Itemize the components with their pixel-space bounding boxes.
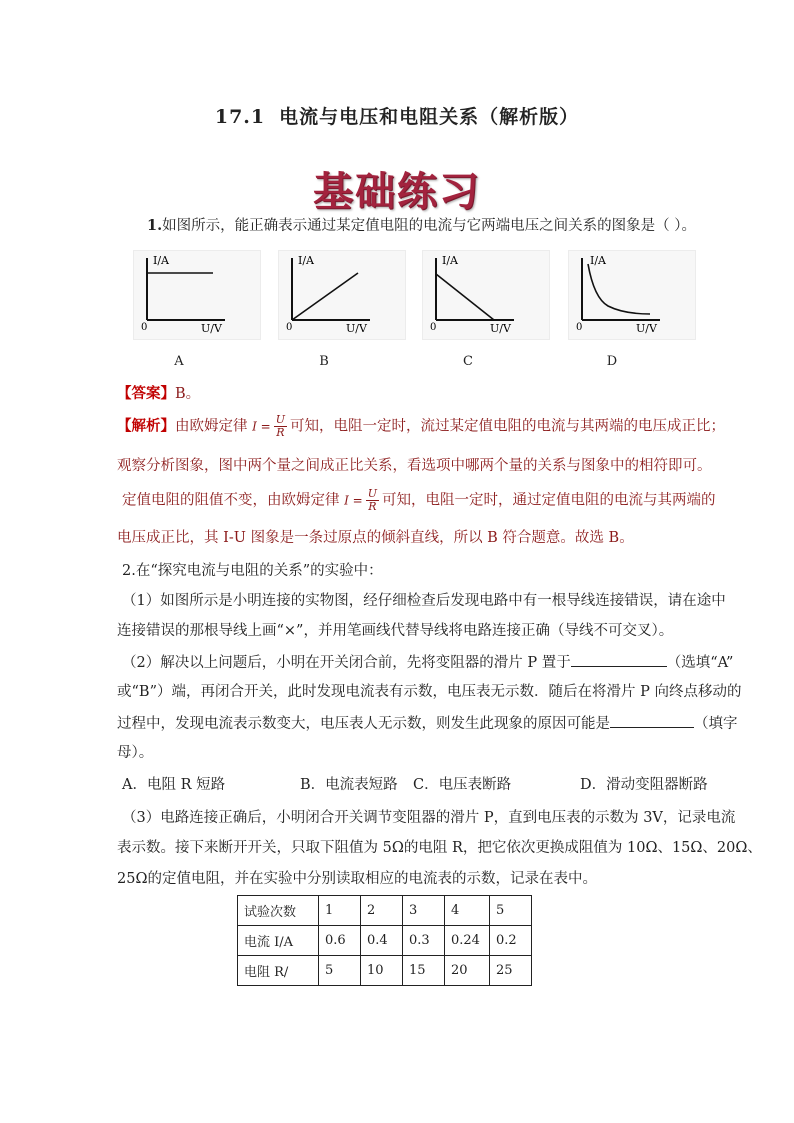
analysis-tag: 【解析】 — [117, 417, 175, 435]
q2-part3-line2: 表示数。接下来断开开关，只取下阻值为 5Ω的电阻 R，把它依次更换成阻值为 10Ω、15Ω、20Ω、 — [117, 840, 762, 856]
table-cell: 20 — [445, 956, 490, 986]
table-cell: 2 — [361, 896, 403, 926]
table-cell: 电流 I/A — [238, 926, 319, 956]
graph-c-xlabel: U/V — [490, 322, 511, 335]
table-cell: 3 — [403, 896, 445, 926]
title-text: 电流与电压和电阻关系（解析版） — [279, 106, 580, 128]
table-cell: 4 — [445, 896, 490, 926]
table-cell: 5 — [490, 896, 532, 926]
q1-analysis-line2: 观察分析图象，图中两个量之间成正比关系，看选项中哪两个量的关系与图象中的相符即可。 — [117, 458, 712, 474]
formula-fraction-2 — [366, 488, 379, 513]
graph-b-xlabel: U/V — [346, 322, 367, 335]
table-cell: 25 — [490, 956, 532, 986]
q2-part2-pre: （2）解决以上问题后，小明在开关闭合前，先将变阻器的滑片 P 置于 — [122, 655, 571, 671]
table-cell: 0.6 — [319, 926, 361, 956]
q2-part2-line3-post: （填字 — [694, 716, 738, 732]
formula-lhs-1: I = — [252, 419, 271, 434]
graph-a-ylabel: I/A — [153, 254, 169, 267]
table-cell: 15 — [403, 956, 445, 986]
q2-stem: 2.在“探究电流与电阻的关系”的实验中： — [122, 563, 383, 579]
graph-c — [422, 250, 550, 340]
graph-d-svg — [568, 250, 696, 340]
q2-part2-line1 — [122, 652, 733, 673]
q2-option-d: D．滑动变阻器断路 — [580, 777, 708, 793]
q2-part3-line3: 25Ω的定值电阻，并在实验中分别读取相应的电流表的示数，记录在表中。 — [117, 871, 597, 887]
graph-a-label: A — [174, 354, 184, 369]
q2-part1-line1: （1）如图所示是小明连接的实物图，经仔细检查后发现电路中有一根导线连接错误，请在途中 — [122, 593, 726, 609]
title-number: 17.1 — [214, 106, 266, 128]
table-cell: 0.2 — [490, 926, 532, 956]
q1-analysis-line4: 电压成正比，其 I-U 图象是一条过原点的倾斜直线，所以 B 符合题意。故选 B。 — [117, 530, 634, 546]
formula-fraction-1 — [274, 414, 287, 439]
q2-part2-line4: 母）。 — [117, 745, 154, 761]
formula-numerator-1: U — [275, 413, 285, 426]
table-cell: 试验次数 — [238, 896, 319, 926]
table-cell: 0.24 — [445, 926, 490, 956]
q2-part1-line2: 连接错误的那根导线上画“×”，并用笔画线代替导线将电路连接正确（导线不可交叉）。 — [117, 623, 674, 639]
graph-d-label: D — [606, 354, 618, 369]
graph-c-label: C — [463, 354, 473, 369]
table-cell: 0.3 — [403, 926, 445, 956]
analysis-3a: 定值电阻的阻值不变，由欧姆定律 — [122, 492, 340, 509]
q2-option-b: B．电流表短路 — [300, 777, 398, 793]
formula-numerator-2: U — [367, 487, 377, 500]
graph-b-label: B — [319, 354, 329, 369]
q2-part3-line1: （3）电路连接正确后，小明闭合开关调节变阻器的滑片 P，直到电压表的示数为 3V，记录电流 — [122, 810, 736, 826]
data-table — [237, 895, 532, 986]
section-banner: 基础练习 — [313, 169, 481, 215]
page-title — [0, 102, 794, 129]
q1-stem-text: 如图所示，能正确表示通过某定值电阻的电流与它两端电压之间关系的图象是（ ）。 — [162, 218, 696, 234]
formula-denominator-2: R — [368, 500, 377, 513]
graph-b-ylabel: I/A — [298, 254, 314, 267]
table-cell: 1 — [319, 896, 361, 926]
answer-text: B。 — [175, 386, 201, 402]
graph-a-origin: 0 — [141, 322, 148, 333]
table-row — [238, 896, 532, 926]
analysis-1b: 可知，电阻一定时，流过某定值电阻的电流与其两端的电压成正比； — [290, 418, 725, 435]
formula-denominator-1: R — [276, 426, 285, 439]
q2-part2-post: （选填“A” — [666, 655, 734, 671]
graph-a — [133, 250, 261, 340]
analysis-1a: 由欧姆定律 — [175, 418, 248, 435]
graph-d — [568, 250, 696, 340]
analysis-3b: 可知，电阻一定时，通过定值电阻的电流与其两端的 — [382, 492, 716, 509]
q1-analysis-line1 — [117, 414, 725, 439]
table-cell: 0.4 — [361, 926, 403, 956]
graph-d-origin: 0 — [576, 322, 583, 333]
table-row — [238, 926, 532, 956]
graph-a-svg — [133, 250, 261, 340]
q1-stem — [147, 216, 696, 236]
q2-part2-line3-pre: 过程中，发现电流表示数变大，电压表人无示数，则发生此现象的原因可能是 — [117, 716, 610, 732]
answer-tag: 【答案】 — [117, 385, 175, 402]
q1-answer — [117, 384, 200, 404]
q2-part2-line3 — [117, 713, 738, 734]
graph-d-xlabel: U/V — [636, 322, 657, 335]
q1-analysis-line3 — [122, 488, 716, 513]
q2-option-a: A．电阻 R 短路 — [122, 777, 226, 793]
answer-blank-1[interactable] — [571, 652, 667, 667]
q2-option-c: C．电压表断路 — [413, 777, 512, 793]
table-cell: 5 — [319, 956, 361, 986]
graph-b-svg — [278, 250, 406, 340]
q2-part2-line2: 或“B”）端，再闭合开关，此时发现电流表有示数，电压表无示数．随后在将滑片 P 向终点移动的 — [117, 684, 742, 700]
table-cell: 10 — [361, 956, 403, 986]
graph-c-svg — [422, 250, 550, 340]
q1-number: 1. — [147, 217, 163, 234]
graph-a-xlabel: U/V — [201, 322, 222, 335]
graph-b-origin: 0 — [286, 322, 293, 333]
table-row — [238, 956, 532, 986]
answer-blank-2[interactable] — [610, 713, 694, 728]
graph-d-bg — [569, 251, 696, 340]
graph-c-ylabel: I/A — [442, 254, 458, 267]
formula-lhs-2: I = — [344, 493, 363, 508]
graph-d-ylabel: I/A — [590, 254, 606, 267]
graph-c-origin: 0 — [430, 322, 437, 333]
graph-b — [278, 250, 406, 340]
table-cell: 电阻 R/ — [238, 956, 319, 986]
